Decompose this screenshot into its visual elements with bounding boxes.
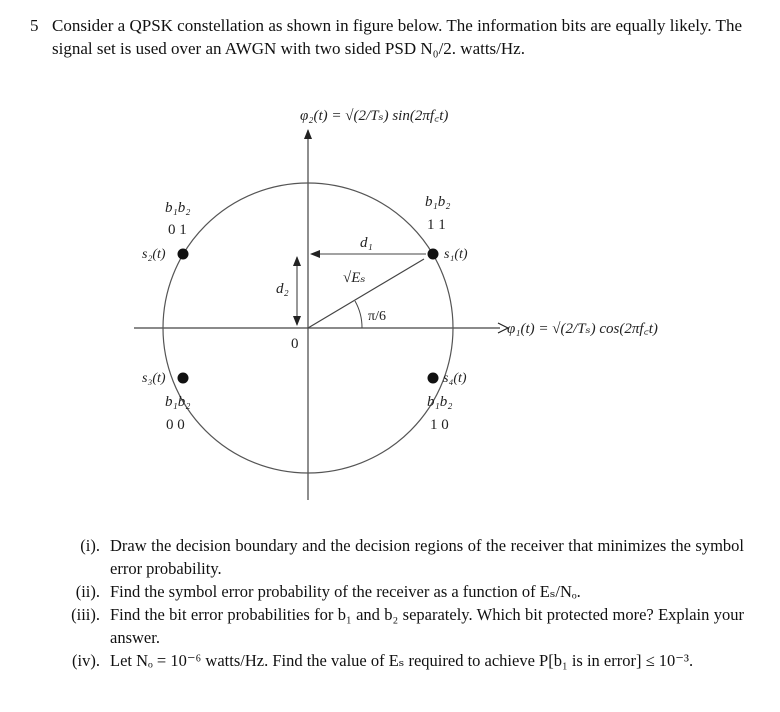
y-axis-label: φ₂(t) = √(2/Tₛ) sin(2πf꜀t): [300, 108, 449, 124]
point-s3: [178, 373, 189, 384]
s3-bits-label: b₁b₂: [165, 394, 191, 410]
part-label: (iv).: [72, 651, 100, 670]
question-number: 5: [30, 16, 39, 35]
part-text: Find the bit error probabilities for b₁ and b₂ separately. Which bit protected more? Explain your answer.: [110, 605, 744, 647]
s4-bits-label: b₁b₂: [427, 394, 453, 410]
point-s4: [428, 373, 439, 384]
part-label: (ii).: [75, 582, 100, 601]
s1-bits: 1 1: [427, 217, 446, 233]
s3-bits: 0 0: [166, 417, 185, 433]
d1-label: d₁: [360, 235, 373, 251]
part-text: Draw the decision boundary and the decision regions of the receiver that minimizes the symbol error probability.: [110, 536, 744, 578]
part-iii: [44, 603, 744, 649]
s4-bits: 1 0: [430, 417, 449, 433]
s2-bits: 0 1: [168, 222, 187, 238]
sqrt-es-label: √Eₛ: [343, 270, 366, 286]
point-s2: [178, 249, 189, 260]
s2-label: s₂(t): [142, 247, 166, 262]
part-label: (i).: [80, 536, 100, 555]
question-text: Consider a QPSK constellation as shown in figure below. The information bits are equally likely. The signal set is used over an AWGN with two sided PSD N₀/2. watts/Hz.: [52, 16, 742, 58]
point-s1: [428, 249, 439, 260]
part-iv: [44, 649, 744, 672]
part-text: Find the symbol error probability of the receiver as a function of Eₛ/Nₒ.: [110, 582, 581, 601]
sqrt-es-vector: [308, 259, 424, 328]
s2-bits-label: b₁b₂: [165, 200, 191, 216]
s1-label: s₁(t): [444, 247, 468, 262]
part-i: [44, 534, 744, 580]
origin-label: 0: [291, 336, 299, 352]
part-label: (iii).: [71, 605, 100, 624]
d2-label: d₂: [276, 281, 289, 297]
s1-bits-label: b₁b₂: [425, 194, 451, 210]
question-parts: [44, 534, 744, 672]
angle-label: π/6: [368, 309, 386, 324]
s4-label: s₄(t): [443, 371, 467, 386]
part-ii: [44, 580, 744, 603]
part-text: Let Nₒ = 10⁻⁶ watts/Hz. Find the value of Eₛ required to achieve P[b₁ is in error] ≤ 10⁻³.: [110, 651, 694, 670]
x-axis-label: φ₁(t) = √(2/Tₛ) cos(2πf꜀t): [507, 321, 658, 337]
s3-label: s₃(t): [142, 371, 166, 386]
angle-arc: [355, 301, 362, 328]
